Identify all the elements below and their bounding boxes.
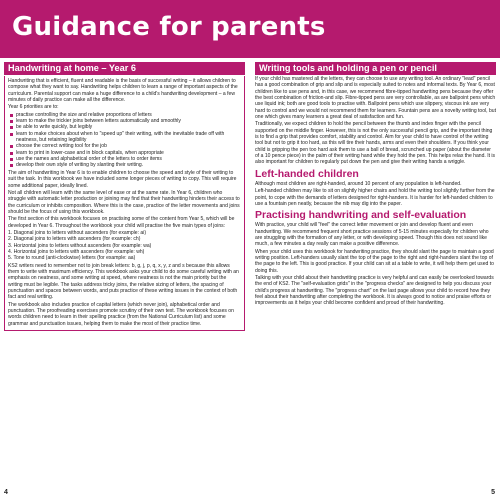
page-header [0,0,500,58]
aim-item: develop their own style of writing by slanting their writing. [16,162,241,168]
handwriting-box [4,76,245,331]
paragraph: The first section of this workbook focuses on practising some of the content from Year 5, which will be developed in Year 6. Throughout the workbook your child will practise the five main types of joins: [8,216,235,229]
subheading-practising: Practising handwriting and self-evaluation [255,209,467,222]
join-item: 1. Diagonal joins to letters without ascenders (for example: ai) [8,229,147,236]
join-item: 3. Horizontal joins to letters without ascenders (for example: wa) [8,242,152,249]
paragraph: If your child has mastered all the letters, they can choose to use any writing tool. An ordinary "lead" pencil has a good combination of grip and slip and is especially suited to notes and informal texts. By Year 6, most children like to use pens and, in this case, we recommend fibre-tipped handwriting pens because they offer the best combination of friction-and slip. Fibre-tipped pens are very controllable, as are ballpoint pens which use liquid ink; both are good tools to practise with. Ballpoint pens which use slippery, viscous ink are very hard to control and we would not recommend them for learners. Fountain pens are a novelty writing tool, but one which gives many learners a great deal of satisfaction and fun. [255,76,496,121]
paragraph: Talking with your child about their handwriting practice is very helpful and can easily be overlooked towards the end of KS2. The "self-evaluation grids" in the "progress checks" are designed to help you discuss your child's progress at handwriting. The "progress chart" on the last page allows your child to record how they feel about their handwriting after completing the workbook. It is always good to notice and praise efforts or improvements as it helps your child become confident and proud of their handwriting. [255,274,494,307]
aim-item: learn to make the trickier joins between letters automatically and smoothly [16,118,241,124]
aim-item: be able to write quickly, but legibly [16,124,241,130]
aim-item: choose the correct writing tool for the job [16,143,241,149]
aim-item: learn to make choices about when to "speed up" their writing, with the inevitable trade off with neatness, but retaining legibility [16,131,241,144]
intro-paragraph: Handwriting that is efficient, fluent and readable is the basis of successful writing – it allows children to compose what they want to say. Handwriting helps children to learn a range of important aspects of the curriculum. Parental support can make a huge difference to a child's handwriting development – a few minutes of daily practice can make all the difference. [8,78,238,104]
aims-label: Year 6 priorities are to: [8,104,59,111]
left-column [4,62,245,331]
join-item: 2. Diagonal joins to letters with ascenders (for example: ch) [8,236,141,243]
paragraph: KS2 writers need to remember not to join break letters: b, g, j, p, q, x, y, z and s because this allows them to write with maximum efficiency. This workbook asks your child to do some careful writing with an emphasis on neatness, and some writing at speed, where neatness is not the main priority but the writing must be legible. The tasks address tricky joins, the relative sizing of letters, the spacing of punctuation and spaces between words, and puts practice of these writing issues in the context of both fact and real writing. [8,262,239,301]
aim-item: practise controlling the size and relative proportions of letters [16,112,241,118]
paragraph: Traditionally, we expect children to hold the pencil between the thumb and index finger with the pencil supported on the middle finger. However, this is not the only successful pencil grip, and the important thing is to find a grip that provides comfort, stability and control. Aim for your child to have control of the writing tool but not to grip it too hard, as this will tire their hands, arms and even their shoulders. If you think your child is gripping the pen too hard ask them to use a ball of bread, scrunched up paper (about the diameter of a 10 pence piece) in the palm of their writing hand while they hold the pen. This helps relax the hand. It is also important for children to regularly put down the pen and give their writing hands a wriggle. [255,121,496,166]
right-column [255,62,496,308]
paragraph: The aim of handwriting in Year 6 is to enable children to choose the speed and style of their writing to suit the task. In this workbook we have included some longer pieces of writing to copy. This will require some additional paper, ideally lined. [8,169,237,189]
page-number-right: 5 [491,489,495,496]
paragraph: Not all children will learn with the same level of ease or at the same rate. In Year 6, children who struggle with automatic letter production or joining may find that their handwriting hinders their access to the curriculum or inhibits composition. Where this is the case, practice of the letter movements and joins should be the focus of using this workbook. [8,189,240,215]
paragraph: Although most children are right-handed, around 10 percent of any population is left-handed. [255,180,462,187]
subheading-left-handed: Left-handed children [255,167,359,180]
section-heading-writing-tools: Writing tools and holding a pen or pencil [255,62,496,75]
join-item: 5. Tone to round (anti-clockwise) letters (for example: aa) [8,255,136,262]
joins-list [8,230,241,262]
section-heading-handwriting: Handwriting at home – Year 6 [4,62,245,75]
paragraph: Left-handed children may like to sit on slightly higher chairs and hold the writing tool slightly further from the point, to cope with the demands of letters designed for right-handers. It is harder for left-handed children to use a fountain pen neatly, because the nib may dig into the paper. [255,188,495,207]
aims-list [8,112,241,169]
paragraph: When your child uses this workbook for handwriting practice, they should slant the page to maintain a good writing position. Left-handers usually slant the top of the page to the right and right-handers slant the top of the page to the left. This is good practice. If your child can sit at a table to write, it will help them get used to doing this. [255,248,494,274]
paragraph: The workbook also includes practice of capital letters (which never join), alphabetical order and punctuation. The proofreading exercises promote scrutiny of their own text. The workbook focuses on words children need to learn in their spelling practice (from the National Curriculum list) and some grammar and punctuation issues, helping them to make the most of their practice time. [8,301,234,327]
page-number-left: 4 [4,489,8,496]
aim-item: use the names and alphabetical order of the letters to order items [16,156,241,162]
paragraph: With practice, your child will "feel" the correct letter movement or join and develop fluent and even handwriting. We recommend frequent short practice sessions of 5-15 minutes especially for children who are struggling with the formation of any letter, or with developing speed. Though this does not sound like much, a few minutes a day really can make a positive difference. [255,222,489,248]
aim-item: learn to print in lower-case and in block capitals, when appropriate [16,150,241,156]
join-item: 4. Horizontal joins to letters with ascenders (for example: wh) [8,248,145,255]
page-title: Guidance for parents [12,12,326,42]
